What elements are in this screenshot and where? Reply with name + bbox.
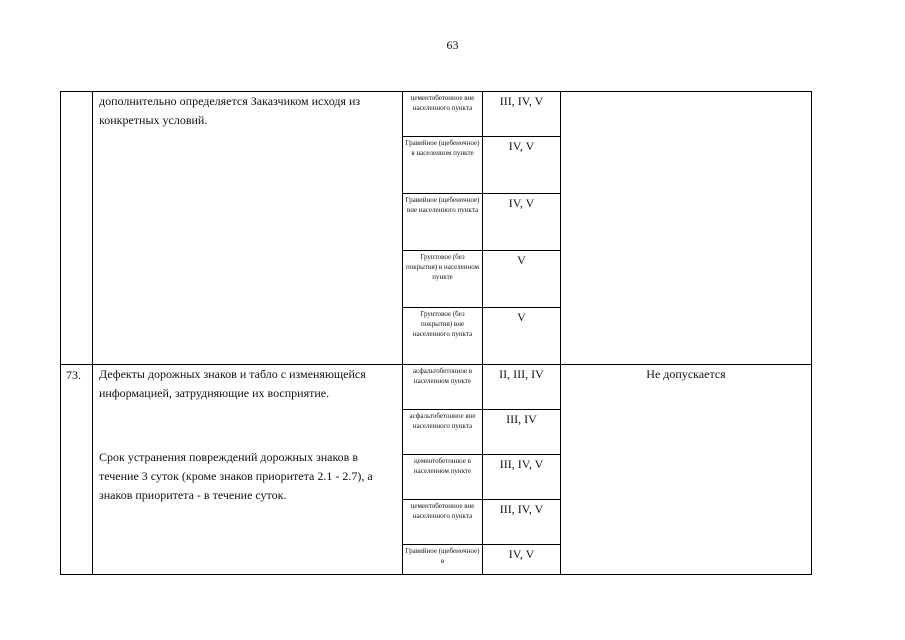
road-category-cell: III, IV, V bbox=[483, 92, 561, 137]
road-category-cell: III, IV bbox=[483, 410, 561, 455]
road-surface-cell: Гравийное (щебеночное) в населенном пункте bbox=[403, 137, 483, 194]
road-surface-cell: асфальтобетонное в населенном пункте bbox=[403, 365, 483, 410]
defect-description: дополнительно определяется Заказчиком исходя из конкретных условий. bbox=[99, 94, 361, 127]
defect-description-cell bbox=[93, 92, 403, 365]
road-surface-cell: Гравийное (щебеночное) в bbox=[403, 545, 483, 575]
road-category-cell: III, IV, V bbox=[483, 500, 561, 545]
table-row bbox=[61, 92, 812, 137]
repair-deadline-text: Срок устранения повреждений дорожных знаков в течение 3 суток (кроме знаков приоритета 2.1 - 2.7), а знаков приоритета - в течение суток. bbox=[99, 450, 373, 502]
page-number: 63 bbox=[446, 38, 459, 52]
road-surface-cell: Грунтовое (без покрытия) в населенном пункте bbox=[403, 251, 483, 308]
road-category-cell: III, IV, V bbox=[483, 455, 561, 500]
road-category-cell: V bbox=[483, 251, 561, 308]
road-surface-cell: цементобетонное вне населенного пункта bbox=[403, 92, 483, 137]
paragraph-spacer bbox=[99, 403, 398, 448]
road-surface-cell: цементобетонное в населенном пункте bbox=[403, 455, 483, 500]
road-category-cell: V bbox=[483, 308, 561, 365]
item-number-cell bbox=[61, 92, 93, 365]
table-row bbox=[61, 365, 812, 410]
road-category-cell: II, III, IV bbox=[483, 365, 561, 410]
road-category-cell: IV, V bbox=[483, 194, 561, 251]
defect-description: Дефекты дорожных знаков и табло с изменяющейся информацией, затрудняющие их восприятие. bbox=[99, 367, 366, 400]
road-surface-cell: цементобетонное вне населенного пункта bbox=[403, 500, 483, 545]
road-category-cell: IV, V bbox=[483, 545, 561, 575]
road-category-cell: IV, V bbox=[483, 137, 561, 194]
road-surface-cell: Грунтовое (без покрытия) вне населенного пункта bbox=[403, 308, 483, 365]
item-number-cell: 73. bbox=[61, 365, 93, 575]
road-surface-cell: Гравийное (щебеночное) вне населенного пункта bbox=[403, 194, 483, 251]
road-surface-cell: асфальтобетонное вне населенного пункта bbox=[403, 410, 483, 455]
requirement-cell bbox=[561, 92, 812, 365]
defect-description-cell bbox=[93, 365, 403, 575]
defects-table bbox=[60, 91, 812, 575]
requirement-cell: Не допускается bbox=[561, 365, 812, 575]
